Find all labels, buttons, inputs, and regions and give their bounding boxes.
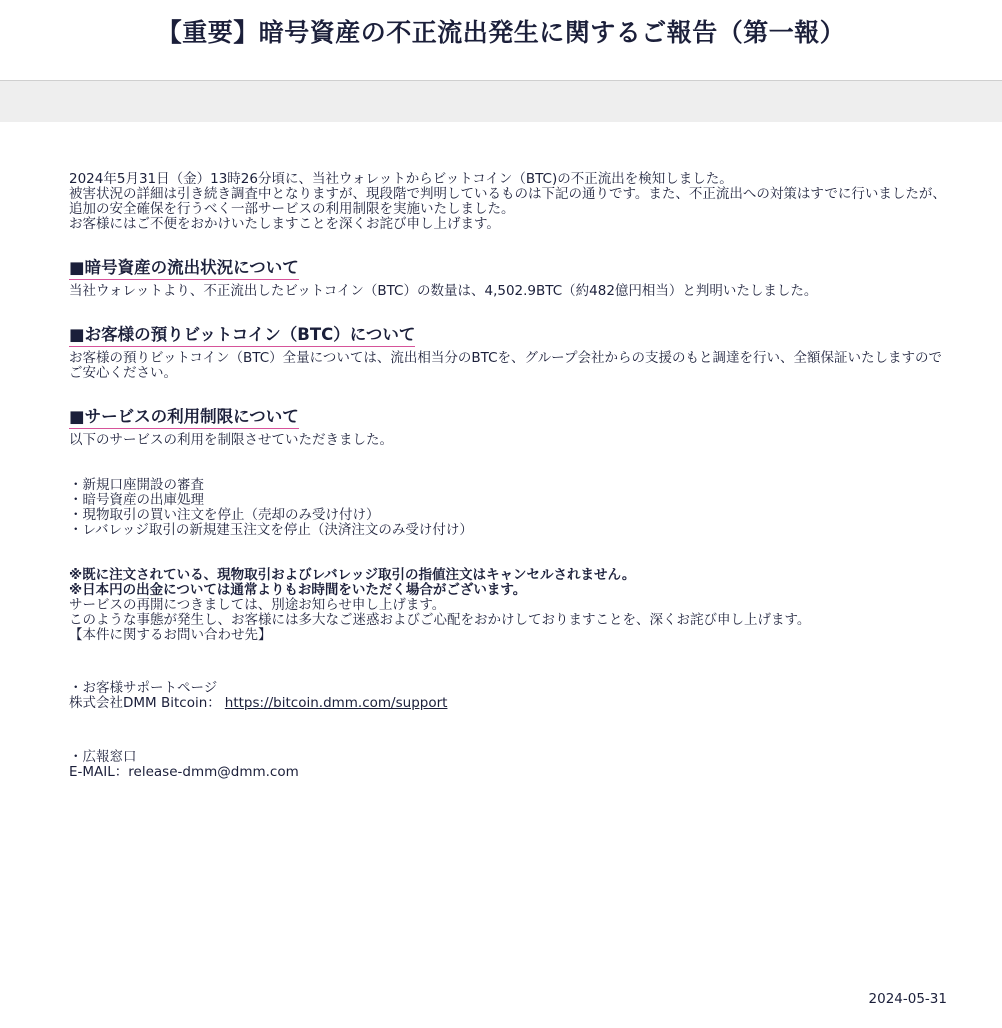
support-company: 株式会社DMM Bitcoin：	[69, 695, 221, 711]
section-body-deposit: お客様の預りビットコイン（BTC）全量については、流出相当分のBTCを、グループ会社からの支援のもと調達を行い、全額保証いたしますのでご安心ください。	[69, 350, 942, 381]
section-body-outflow: 当社ウォレットより、不正流出したビットコイン（BTC）の数量は、4,502.9BTC（約482億円相当）と判明いたしました。	[69, 283, 818, 299]
support-label: ・お客様サポートページ	[69, 680, 218, 696]
resume-paragraph: サービスの再開につきましては、別途お知らせ申し上げます。	[69, 597, 446, 613]
pr-label: ・広報窓口	[69, 749, 137, 765]
status-paragraph: 被害状況の詳細は引き続き調査中となりますが、現段階で判明しているものは下記の通りです。また、不正流出への対策はすでに行いましたが、追加の安全確保を行うべく一部サービスの利用制限を実施いたしました。	[69, 186, 946, 217]
section-deposit	[69, 325, 948, 381]
section-outflow	[69, 258, 948, 299]
list-item: ・暗号資産の出庫処理	[69, 492, 204, 508]
section-body-restriction: 以下のサービスの利用を制限させていただきました。	[69, 432, 393, 448]
intro-paragraph: 2024年5月31日（金）13時26分頃に、当社ウォレットからビットコイン（BTC)の不正流出を検知しました。	[69, 171, 733, 187]
pr-contact	[69, 750, 948, 780]
header-band	[0, 81, 1002, 122]
title-area	[0, 0, 1002, 81]
section-heading-deposit: ■お客様の預りビットコイン（BTC）について	[69, 325, 415, 347]
apology-paragraph: お客様にはご不便をおかけいたしますことを深くお詫び申し上げます。	[69, 216, 500, 232]
final-apology-paragraph: このような事態が発生し、お客様には多大なご迷惑およびご心配をおかけしておりますことを、深くお詫び申し上げます。	[69, 612, 811, 628]
support-contact	[69, 681, 948, 711]
list-item: ・現物取引の買い注文を停止（売却のみ受け付け）	[69, 507, 380, 523]
section-heading-restriction: ■サービスの利用制限について	[69, 407, 299, 429]
list-item: ・新規口座開設の審査	[69, 477, 204, 493]
page-title: 【重要】暗号資産の不正流出発生に関するご報告（第一報）	[156, 18, 846, 47]
restriction-list	[69, 478, 948, 538]
note-item: ※日本円の出金については通常よりもお時間をいただく場合がございます。	[69, 582, 527, 598]
notes	[69, 568, 948, 598]
support-line	[69, 696, 948, 711]
pr-email: E-MAIL：release-dmm@dmm.com	[69, 764, 299, 780]
article-body	[0, 122, 1002, 780]
section-restriction	[69, 407, 948, 448]
list-item: ・レバレッジ取引の新規建玉注文を停止（決済注文のみ受け付け）	[69, 522, 473, 538]
support-link[interactable]: https://bitcoin.dmm.com/support	[224, 695, 448, 711]
publish-date: 2024-05-31	[868, 991, 947, 1007]
note-item: ※既に注文されている、現物取引およびレバレッジ取引の指値注文はキャンセルされません。	[69, 567, 636, 583]
section-heading-outflow: ■暗号資産の流出状況について	[69, 258, 299, 280]
contact-heading: 【本件に関するお問い合わせ先】	[69, 627, 272, 643]
